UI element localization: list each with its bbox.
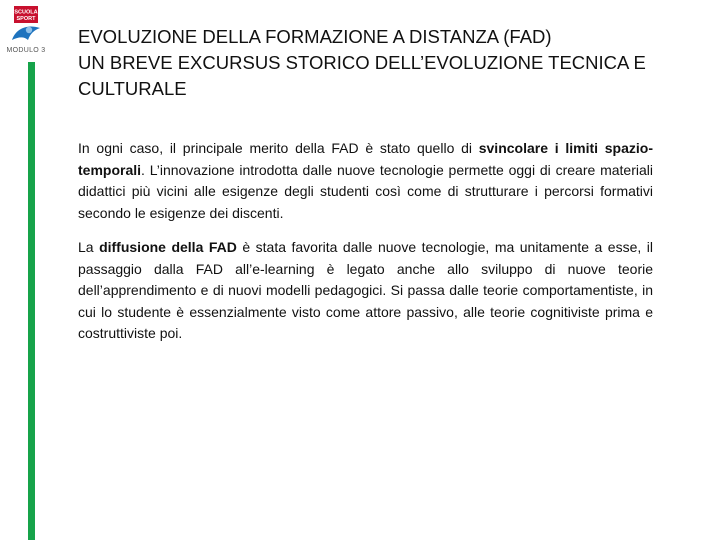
scuola-sport-logo [8, 6, 44, 46]
paragraph-2 [78, 237, 653, 345]
logo-swoosh-icon [12, 27, 40, 41]
content-body [78, 138, 653, 358]
title-line-3: CULTURALE [78, 78, 187, 99]
title-line-2: UN BREVE EXCURSUS STORICO DELL’EVOLUZIONE TECNICA E [78, 52, 646, 73]
paragraph-1 [78, 138, 653, 224]
module-label: MODULO 3 [6, 47, 46, 54]
logo-graphic [8, 6, 44, 46]
paragraph-1-text-b: . L’innovazione introdotta dalle nuove tecnologie permette oggi di creare materiali didattici più vicini alle esigenze degli studenti così come di strutturare i percorsi formativi secondo le esigenze dei discenti. [78, 161, 653, 221]
logo-dot-icon [26, 27, 32, 33]
paragraph-2-text-b: è stata favorita dalle nuove tecnologie, ma unitamente a esse, il passaggio dalla FAD all’e-learning è legato anche allo sviluppo di nuove teorie dell’apprendimento e di nuovi modelli pedagogici. Si passa dalle teorie comportamentiste, in cui lo studente è essenzialmente visto come attore passivo, alle teorie cognitiviste prima e costruttiviste poi. [78, 239, 653, 341]
paragraph-2-bold: diffusione della FAD [99, 239, 237, 255]
logo-text-bottom: SPORT [16, 16, 36, 22]
page-title [78, 24, 698, 102]
paragraph-1-text-a: In ogni caso, il principale merito della FAD è stato quello di [78, 140, 479, 156]
sidebar-stripe [28, 62, 35, 540]
paragraph-2-text-a: La [78, 239, 100, 255]
title-line-1: EVOLUZIONE DELLA FORMAZIONE A DISTANZA (FAD) [78, 26, 552, 47]
paragraph-1-bold: svincolare i limiti spazio-temporali [78, 140, 654, 178]
logo-text-top: SCUOLA [14, 9, 38, 16]
